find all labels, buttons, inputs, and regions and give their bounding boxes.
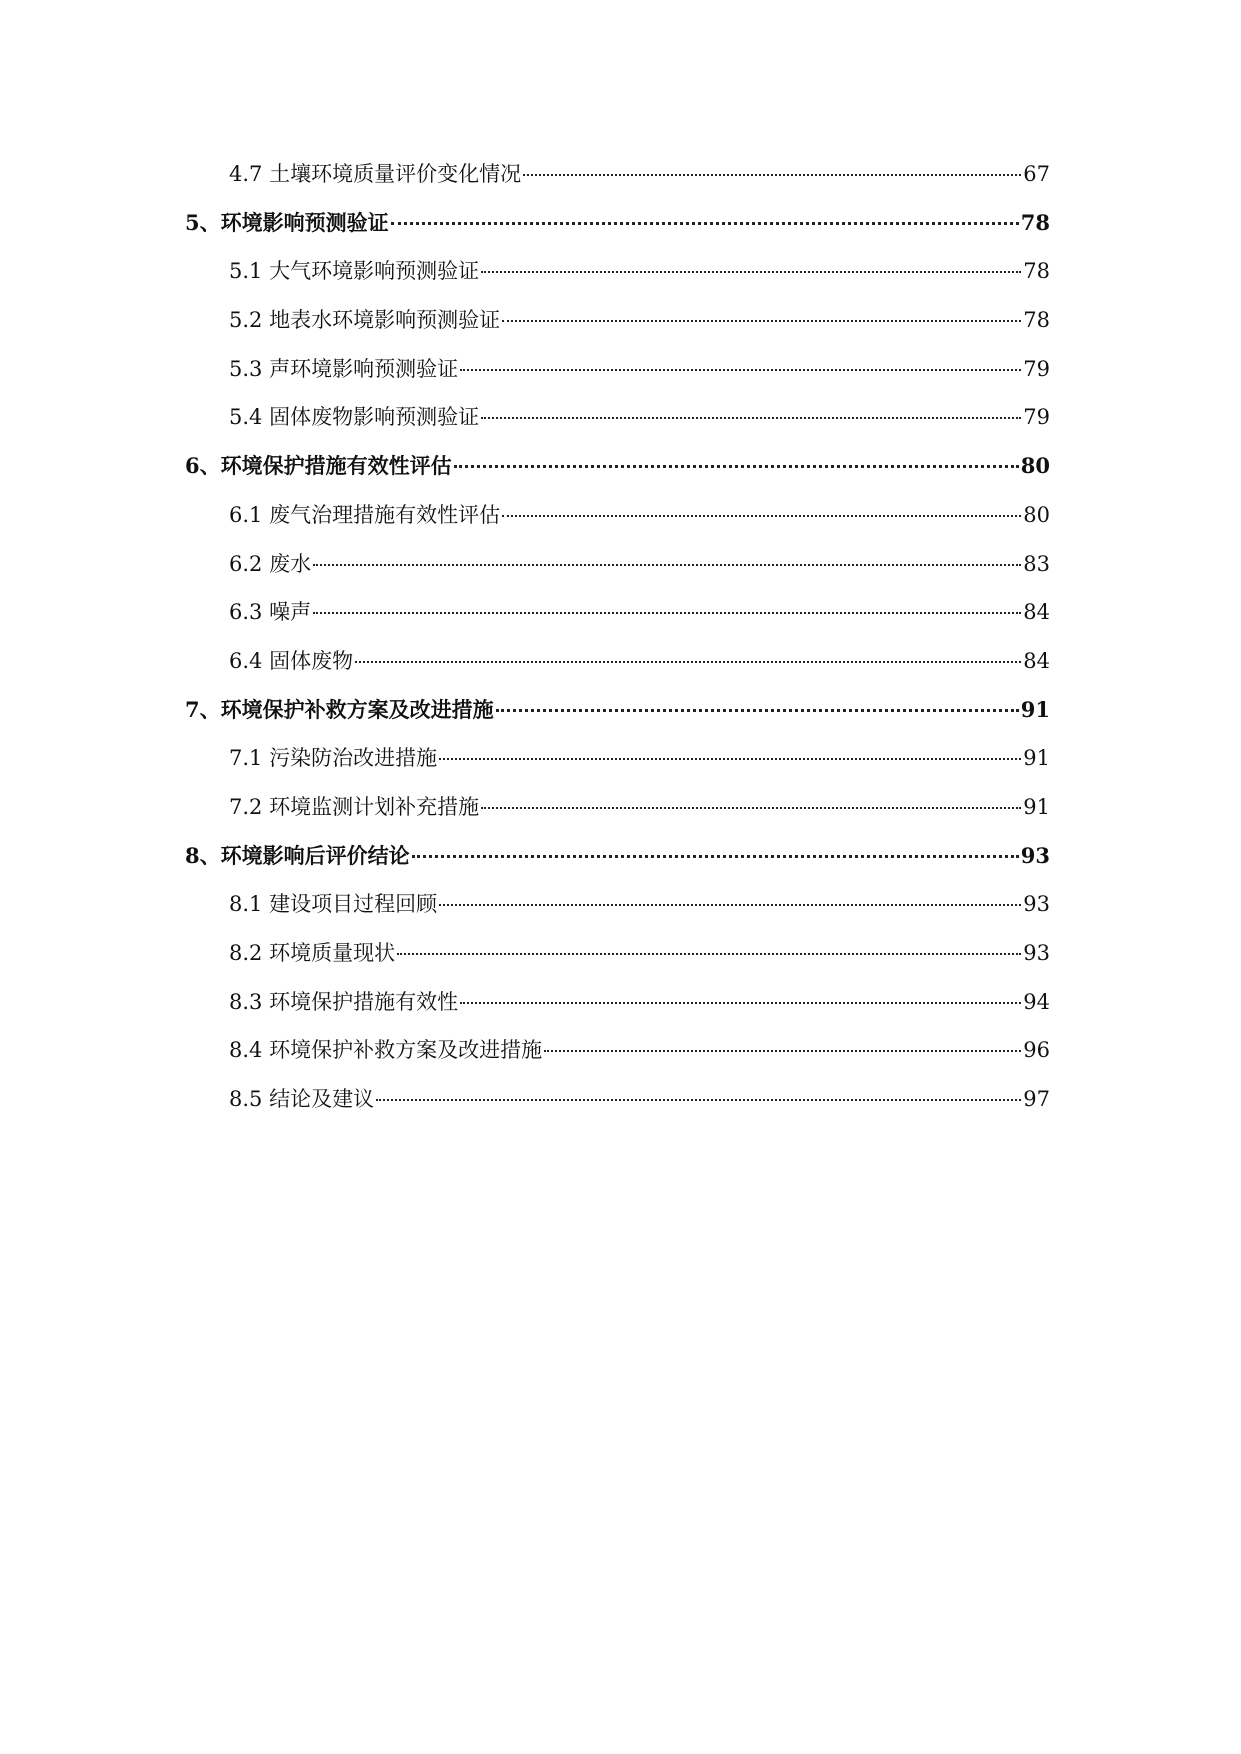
dot-leader <box>313 612 1021 614</box>
toc-entry-title: 6.1 废气治理措施有效性评估 <box>229 502 501 527</box>
toc-entry-page-number: 79 <box>1023 405 1050 430</box>
toc-chapter-entry[interactable] <box>185 199 1050 248</box>
toc-entry-title: 7、环境保护补救方案及改进措施 <box>185 696 494 722</box>
toc-entry-page-number: 93 <box>1020 842 1050 868</box>
dot-leader <box>397 953 1021 955</box>
toc-entry-page-number: 67 <box>1023 162 1050 186</box>
toc-section-entry[interactable] <box>185 783 1050 832</box>
toc-entry-page-number: 96 <box>1023 1038 1050 1063</box>
dot-leader <box>439 758 1021 760</box>
toc-entry-title: 8.3 环境保护措施有效性 <box>229 989 459 1014</box>
toc-entry-title: 6.3 噪声 <box>229 600 312 625</box>
toc-entry-title: 6.4 固体废物 <box>229 648 354 673</box>
toc-entry-title: 8.5 结论及建议 <box>229 1087 375 1112</box>
toc-chapter-entry[interactable] <box>185 442 1050 491</box>
toc-section-entry[interactable] <box>185 1026 1050 1075</box>
toc-section-entry[interactable] <box>185 247 1050 296</box>
toc-entry-page-number: 79 <box>1023 356 1050 381</box>
dot-leader <box>481 417 1021 419</box>
toc-entry-title: 8.1 建设项目过程回顾 <box>229 892 438 917</box>
dot-leader <box>502 320 1021 322</box>
toc-entry-page-number: 80 <box>1023 502 1050 527</box>
dot-leader <box>544 1050 1021 1052</box>
toc-entry-title: 8.4 环境保护补救方案及改进措施 <box>229 1038 543 1063</box>
toc-entry-page-number: 97 <box>1023 1087 1050 1112</box>
toc-section-entry[interactable] <box>185 588 1050 637</box>
toc-chapter-entry[interactable] <box>185 832 1050 881</box>
toc-section-entry[interactable] <box>185 978 1050 1027</box>
dot-leader <box>454 465 1019 468</box>
toc-section-entry[interactable] <box>185 150 1050 199</box>
toc-section-entry[interactable] <box>185 393 1050 442</box>
toc-entry-page-number: 84 <box>1023 600 1050 625</box>
dot-leader <box>412 855 1019 858</box>
dot-leader <box>460 1002 1021 1004</box>
dot-leader <box>439 904 1021 906</box>
toc-entry-title: 8.2 环境质量现状 <box>229 941 396 965</box>
toc-section-entry[interactable] <box>185 1075 1050 1124</box>
toc-entry-page-number: 94 <box>1023 989 1050 1014</box>
toc-section-entry[interactable] <box>185 929 1050 978</box>
toc-section-entry[interactable] <box>185 540 1050 589</box>
dot-leader <box>523 174 1021 176</box>
toc-chapter-entry[interactable] <box>185 686 1050 735</box>
toc-entry-page-number: 91 <box>1023 746 1050 771</box>
toc-entry-title: 5、环境影响预测验证 <box>185 209 389 235</box>
toc-entry-title: 5.4 固体废物影响预测验证 <box>229 405 480 430</box>
toc-section-entry[interactable] <box>185 880 1050 929</box>
toc-entry-title: 4.7 土壤环境质量评价变化情况 <box>229 162 522 186</box>
toc-entry-title: 5.2 地表水环境影响预测验证 <box>229 308 501 333</box>
toc-entry-page-number: 84 <box>1023 648 1050 673</box>
dot-leader <box>376 1099 1021 1101</box>
toc-entry-title: 7.2 环境监测计划补充措施 <box>229 794 480 819</box>
toc-entry-title: 6、环境保护措施有效性评估 <box>185 453 452 479</box>
toc-section-entry[interactable] <box>185 491 1050 540</box>
toc-section-entry[interactable] <box>185 345 1050 394</box>
toc-entry-title: 7.1 污染防治改进措施 <box>229 746 438 771</box>
toc-section-entry[interactable] <box>185 734 1050 783</box>
toc-entry-page-number: 78 <box>1023 259 1050 284</box>
dot-leader <box>391 222 1019 225</box>
dot-leader <box>481 271 1021 273</box>
toc-entry-title: 8、环境影响后评价结论 <box>185 842 410 868</box>
toc-entry-title: 5.3 声环境影响预测验证 <box>229 356 459 381</box>
toc-entry-title: 6.2 废水 <box>229 551 312 576</box>
dot-leader <box>496 709 1019 712</box>
toc-entry-page-number: 91 <box>1020 696 1050 722</box>
toc-section-entry[interactable] <box>185 637 1050 686</box>
toc-entry-page-number: 78 <box>1023 308 1050 333</box>
table-of-contents <box>185 150 1050 1124</box>
toc-entry-page-number: 93 <box>1023 941 1050 965</box>
toc-entry-page-number: 80 <box>1020 453 1050 479</box>
toc-section-entry[interactable] <box>185 296 1050 345</box>
dot-leader <box>502 515 1021 517</box>
dot-leader <box>355 661 1021 663</box>
dot-leader <box>481 807 1021 809</box>
dot-leader <box>313 564 1021 566</box>
dot-leader <box>460 369 1021 371</box>
toc-entry-page-number: 91 <box>1023 794 1050 819</box>
toc-entry-title: 5.1 大气环境影响预测验证 <box>229 259 480 284</box>
toc-entry-page-number: 78 <box>1020 209 1050 235</box>
toc-entry-page-number: 83 <box>1023 551 1050 576</box>
toc-entry-page-number: 93 <box>1023 892 1050 917</box>
